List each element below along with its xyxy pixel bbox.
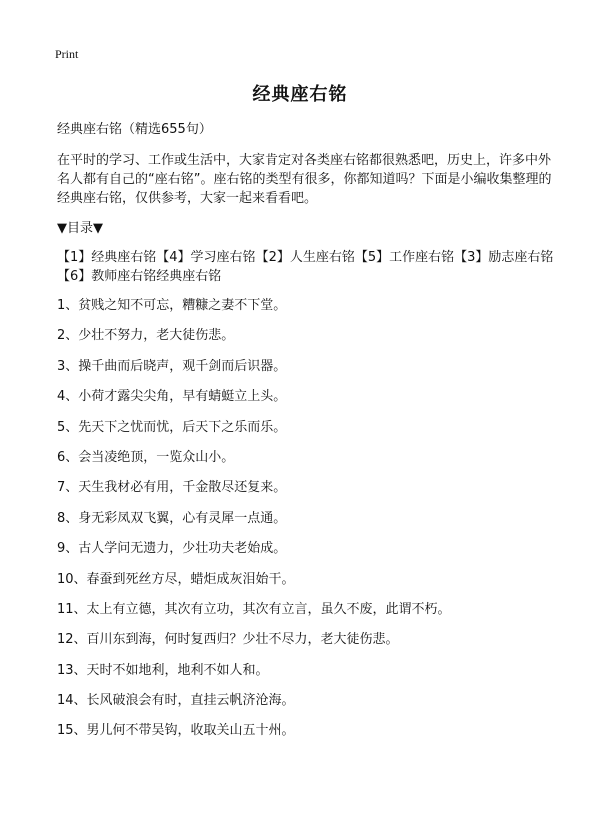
quote-item: 5、先天下之忧而忧，后天下之乐而乐。 — [57, 419, 287, 435]
quote-item: 3、操千曲而后晓声，观千剑而后识器。 — [57, 358, 287, 374]
quote-item: 12、百川东到海，何时复西归？少壮不尽力，老大徒伤悲。 — [57, 632, 399, 648]
quote-item: 15、男儿何不带吴钩，收取关山五十州。 — [57, 723, 295, 739]
toc-heading: ▼目录▼ — [57, 221, 103, 236]
toc-link-classic[interactable]: 【1】经典座右铭 — [57, 250, 157, 265]
toc-link-teacher[interactable]: 【6】教师座右铭 — [57, 269, 157, 284]
article-body — [57, 120, 557, 752]
quote-item: 4、小荷才露尖尖角，早有蜻蜓立上头。 — [57, 389, 287, 405]
page-title: 经典座右铭 — [252, 84, 348, 105]
article-subtitle: 经典座右铭（精选655句） — [57, 122, 212, 137]
quote-item: 14、长风破浪会有时，直挂云帆济沧海。 — [57, 693, 295, 709]
intro-paragraph: 在平时的学习、工作或生活中，大家肯定对各类座右铭都很熟悉吧，历史上，许多中外名人都有自己的“座右铭”。座右铭的类型有很多，你都知道吗？下面是小编收集整理的经典座右铭，仅供参考，大家一起来看看吧。 — [57, 153, 552, 206]
toc-link-study[interactable]: 【4】学习座右铭 — [156, 250, 256, 265]
quote-item: 7、天生我材必有用，千金散尽还复来。 — [57, 480, 287, 496]
quote-item: 9、古人学问无遗力，少壮功夫老始成。 — [57, 541, 287, 557]
toc-link-work[interactable]: 【5】工作座右铭 — [354, 250, 455, 265]
toc-link-life[interactable]: 【2】人生座右铭 — [255, 250, 355, 265]
quote-item: 13、天时不如地利，地利不如人和。 — [57, 662, 269, 678]
print-link[interactable]: Print — [55, 47, 79, 61]
table-of-contents — [57, 248, 557, 286]
section-heading-classic: 经典座右铭 — [156, 269, 222, 284]
toc-link-inspirational[interactable]: 【3】励志座右铭 — [454, 250, 554, 265]
quote-item: 6、会当凌绝顶，一览众山小。 — [57, 449, 235, 465]
quote-item: 10、春蚕到死丝方尽，蜡炬成灰泪始干。 — [57, 571, 295, 587]
quote-item: 1、贫贱之知不可忘，糟糠之妻不下堂。 — [57, 298, 287, 313]
quote-list — [57, 296, 557, 752]
quote-item: 2、少壮不努力，老大徒伤悲。 — [57, 328, 235, 344]
quote-item: 11、太上有立德，其次有立功，其次有立言，虽久不废，此谓不朽。 — [57, 601, 451, 617]
quote-item: 8、身无彩凤双飞翼，心有灵犀一点通。 — [57, 510, 287, 526]
